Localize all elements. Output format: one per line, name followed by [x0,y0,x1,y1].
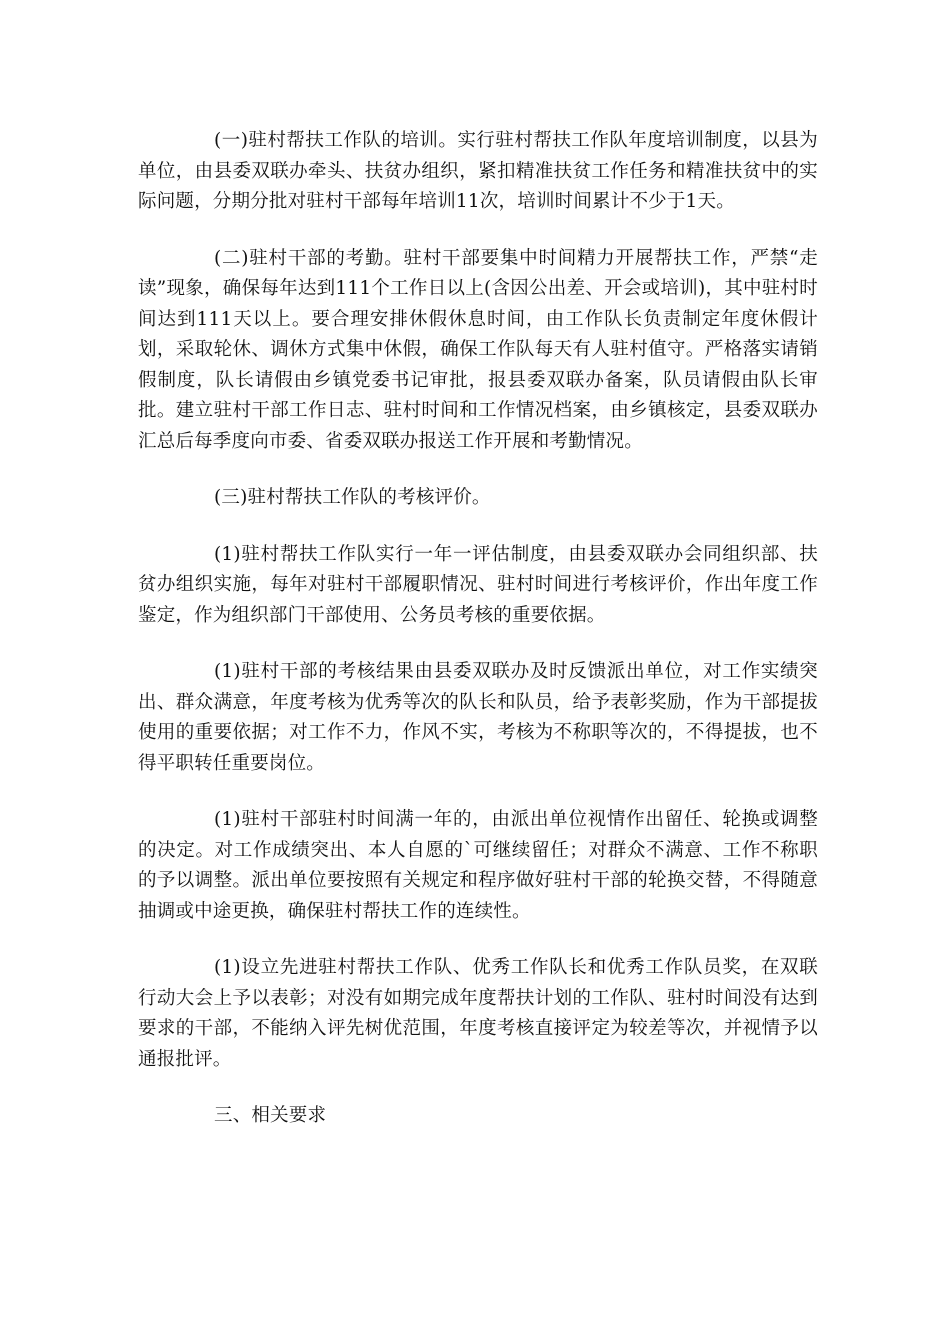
paragraph-training: (一)驻村帮扶工作队的培训。实行驻村帮扶工作队年度培训制度，以县为单位，由县委双联办牵头、扶贫办组织，紧扣精准扶贫工作任务和精准扶贫中的实际问题，分期分批对驻村干部每年培训11次，培训时间累计不少于1天。 [138,130,818,212]
document-body [138,126,818,1158]
paragraph-evaluation-item-2: (1)驻村干部的考核结果由县委双联办及时反馈派出单位，对工作实绩突出、群众满意，年度考核为优秀等次的队长和队员，给予表彰奖励，作为干部提拔使用的重要依据；对工作不力，作风不实，考核为不称职等次的，不得提拔，也不得平职转任重要岗位。 [138,661,818,774]
section-heading-requirements: 三、相关要求 [214,1105,327,1126]
paragraph-evaluation-item-4: (1)设立先进驻村帮扶工作队、优秀工作队长和优秀工作队员奖，在双联行动大会上予以表彰；对没有如期完成年度帮扶计划的工作队、驻村时间没有达到要求的干部，不能纳入评先树优范围，年度考核直接评定为较差等次，并视情予以通报批评。 [138,957,818,1070]
paragraph-evaluation-heading: (三)驻村帮扶工作队的考核评价。 [214,487,491,508]
paragraph-evaluation-item-3: (1)驻村干部驻村时间满一年的，由派出单位视情作出留任、轮换或调整的决定。对工作成绩突出、本人自愿的`可继续留任；对群众不满意、工作不称职的予以调整。派出单位要按照有关规定和程序做好驻村干部的轮换交替，不得随意抽调或中途更换，确保驻村帮扶工作的连续性。 [138,809,818,922]
paragraph-evaluation-item-1: (1)驻村帮扶工作队实行一年一评估制度，由县委双联办会同组织部、扶贫办组织实施，每年对驻村干部履职情况、驻村时间进行考核评价，作出年度工作鉴定，作为组织部门干部使用、公务员考核的重要依据。 [138,543,818,626]
paragraph-attendance: (二)驻村干部的考勤。驻村干部要集中时间精力开展帮扶工作，严禁“走读”现象，确保每年达到111个工作日以上(含因公出差、开会或培训)，其中驻村时间达到111天以上。要合理安排休假休息时间，由工作队长负责制定年度休假计划，采取轮休、调休方式集中休假，确保工作队每天有人驻村值守。严格落实请销假制度，队长请假由乡镇党委书记审批，报县委双联办备案，队员请假由队长审批。建立驻村干部工作日志、驻村时间和工作情况档案，由乡镇核定，县委双联办汇总后每季度向市委、省委双联办报送工作开展和考勤情况。 [138,247,818,452]
